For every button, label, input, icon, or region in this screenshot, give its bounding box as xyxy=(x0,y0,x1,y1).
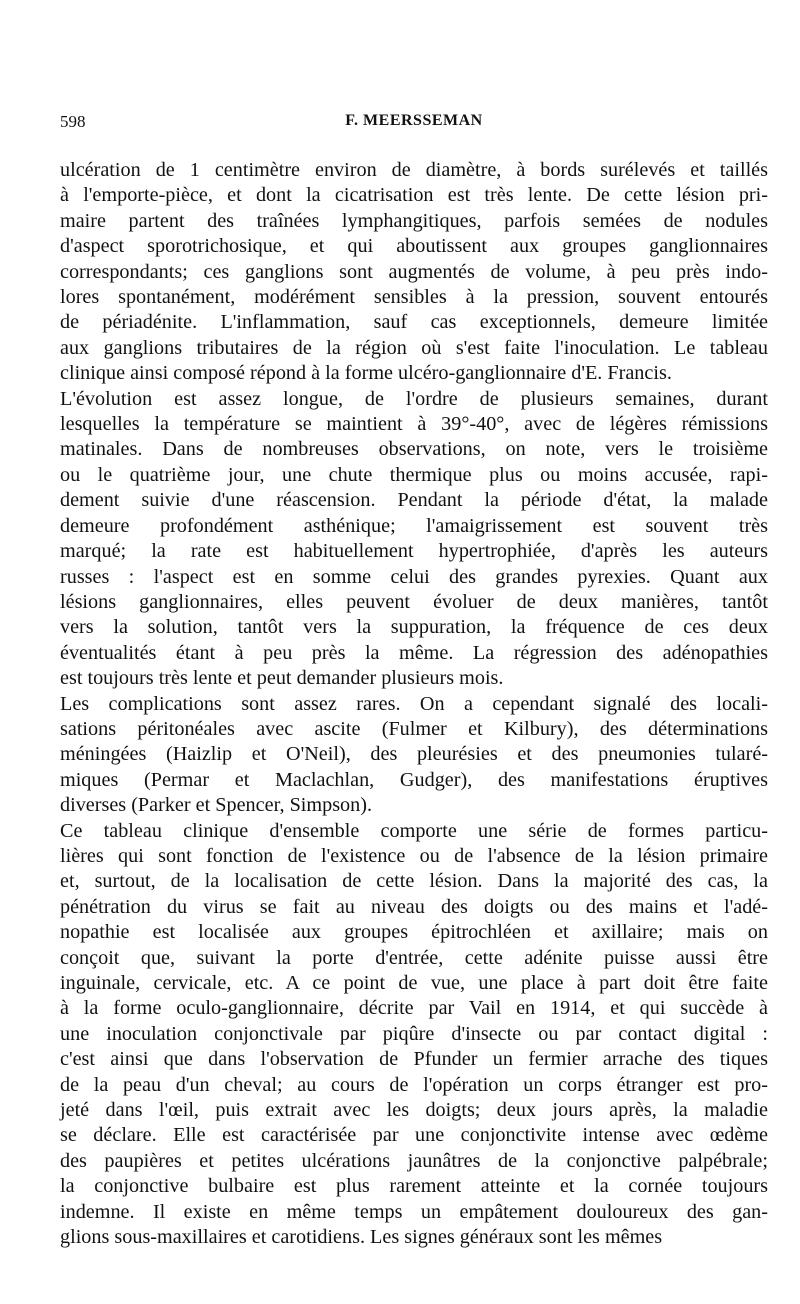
text-line: correspondants; ces ganglions sont augmentés de volume, à peu près indo- xyxy=(60,260,768,283)
text-line: clinique ainsi composé répond à la forme ulcéro-ganglionnaire d'E. Francis. xyxy=(60,362,672,385)
text-line: miques (Permar et Maclachlan, Gudger), des manifestations éruptives xyxy=(60,768,768,791)
text-line: d'aspect sporotrichosique, et qui aboutissent aux groupes ganglionnaires xyxy=(60,235,768,258)
text-line: ulcération de 1 centimètre environ de diamètre, à bords surélevés et taillés xyxy=(60,159,768,181)
text-line: de périadénite. L'inflammation, sauf cas exceptionnels, demeure limitée xyxy=(60,311,768,334)
page-number: 598 xyxy=(60,112,86,131)
text-line: est toujours très lente et peut demander plusieurs mois. xyxy=(60,667,504,690)
text-line: vers la solution, tantôt vers la suppuration, la fréquence de ces deux xyxy=(60,616,768,639)
text-line: lières qui sont fonction de l'existence ou de l'absence de la lésion primaire xyxy=(60,844,768,867)
text-line: jeté dans l'œil, puis extrait avec les doigts; deux jours après, la maladie xyxy=(60,1099,768,1122)
text-line: indemne. Il existe en même temps un empâtement douloureux des gan- xyxy=(60,1200,768,1223)
text-line: matinales. Dans de nombreuses observations, on note, vers le troisième xyxy=(60,438,768,461)
text-line: à l'emporte-pièce, et dont la cicatrisation est très lente. De cette lésion pri- xyxy=(60,184,768,207)
text-line: marqué; la rate est habituellement hypertrophiée, d'après les auteurs xyxy=(60,540,768,563)
text-line: russes : l'aspect est en somme celui des grandes pyrexies. Quant aux xyxy=(60,565,768,588)
text-line: Ce tableau clinique d'ensemble comporte une série de formes particu- xyxy=(60,819,768,842)
text-line: L'évolution est assez longue, de l'ordre de plusieurs semaines, durant xyxy=(60,387,768,410)
text-line: dement suivie d'une réascension. Pendant la période d'état, la malade xyxy=(60,489,768,512)
text-line: pénétration du virus se fait au niveau des doigts ou des mains et l'adé- xyxy=(60,895,768,918)
text-line: méningées (Haizlip et O'Neil), des pleurésies et des pneumonies tularé- xyxy=(60,743,768,766)
running-head: F. MEERSSEMAN xyxy=(345,112,483,129)
text-line: inguinale, cervicale, etc. A ce point de vue, une place à part doit être faite xyxy=(60,972,768,994)
text-line: Les complications sont assez rares. On a cependant signalé des locali- xyxy=(60,692,768,715)
text-line: maire partent des traînées lymphangitiques, parfois semées de nodules xyxy=(60,209,768,232)
page-header xyxy=(60,112,768,140)
text-line: une inoculation conjonctivale par piqûre d'insecte ou par contact digital : xyxy=(60,1022,768,1045)
text-line: c'est ainsi que dans l'observation de Pfunder un fermier arrache des tiques xyxy=(60,1048,768,1071)
text-line: demeure profondément asthénique; l'amaigrissement est souvent très xyxy=(60,514,768,537)
text-line: nopathie est localisée aux groupes épitrochléen et axillaire; mais on xyxy=(60,921,768,944)
text-line: sations péritonéales avec ascite (Fulmer et Kilbury), des déterminations xyxy=(60,717,768,740)
text-line: aux ganglions tributaires de la région où s'est faite l'inoculation. Le tableau xyxy=(60,336,768,359)
text-line: lores spontanément, modérément sensibles à la pression, souvent entourés xyxy=(60,286,768,309)
text-line: la conjonctive bulbaire est plus rarement atteinte et la cornée toujours xyxy=(60,1175,768,1198)
paragraph xyxy=(60,692,768,819)
text-line: glions sous-maxillaires et carotidiens. Les signes généraux sont les mêmes xyxy=(60,1226,663,1249)
text-line: lesquelles la température se maintient à 39°-40°, avec de légères rémissions xyxy=(60,413,768,436)
text-line: se déclare. Elle est caractérisée par une conjonctivite intense avec œdème xyxy=(60,1124,768,1147)
text-line: conçoit que, suivant la porte d'entrée, cette adénite puisse aussi être xyxy=(60,946,768,969)
paragraph xyxy=(60,819,768,1251)
text-line: à la forme oculo-ganglionnaire, décrite par Vail en 1914, et qui succède à xyxy=(60,997,768,1020)
text-line: éventualités étant à peu près la même. La régression des adénopathies xyxy=(60,641,768,664)
text-line: des paupières et petites ulcérations jaunâtres de la conjonctive palpébrale; xyxy=(60,1149,768,1172)
page xyxy=(60,112,768,1250)
text-line: de la peau d'un cheval; au cours de l'opération un corps étranger est pro- xyxy=(60,1073,768,1096)
text-line: et, surtout, de la localisation de cette lésion. Dans la majorité des cas, la xyxy=(60,870,768,893)
paragraph xyxy=(60,158,768,387)
text-line: diverses (Parker et Spencer, Simpson). xyxy=(60,794,373,817)
text-line: lésions ganglionnaires, elles peuvent évoluer de deux manières, tantôt xyxy=(60,590,768,613)
text-line: ou le quatrième jour, une chute thermique plus ou moins accusée, rapi- xyxy=(60,463,768,486)
body-text xyxy=(60,158,768,1250)
paragraph xyxy=(60,387,768,692)
